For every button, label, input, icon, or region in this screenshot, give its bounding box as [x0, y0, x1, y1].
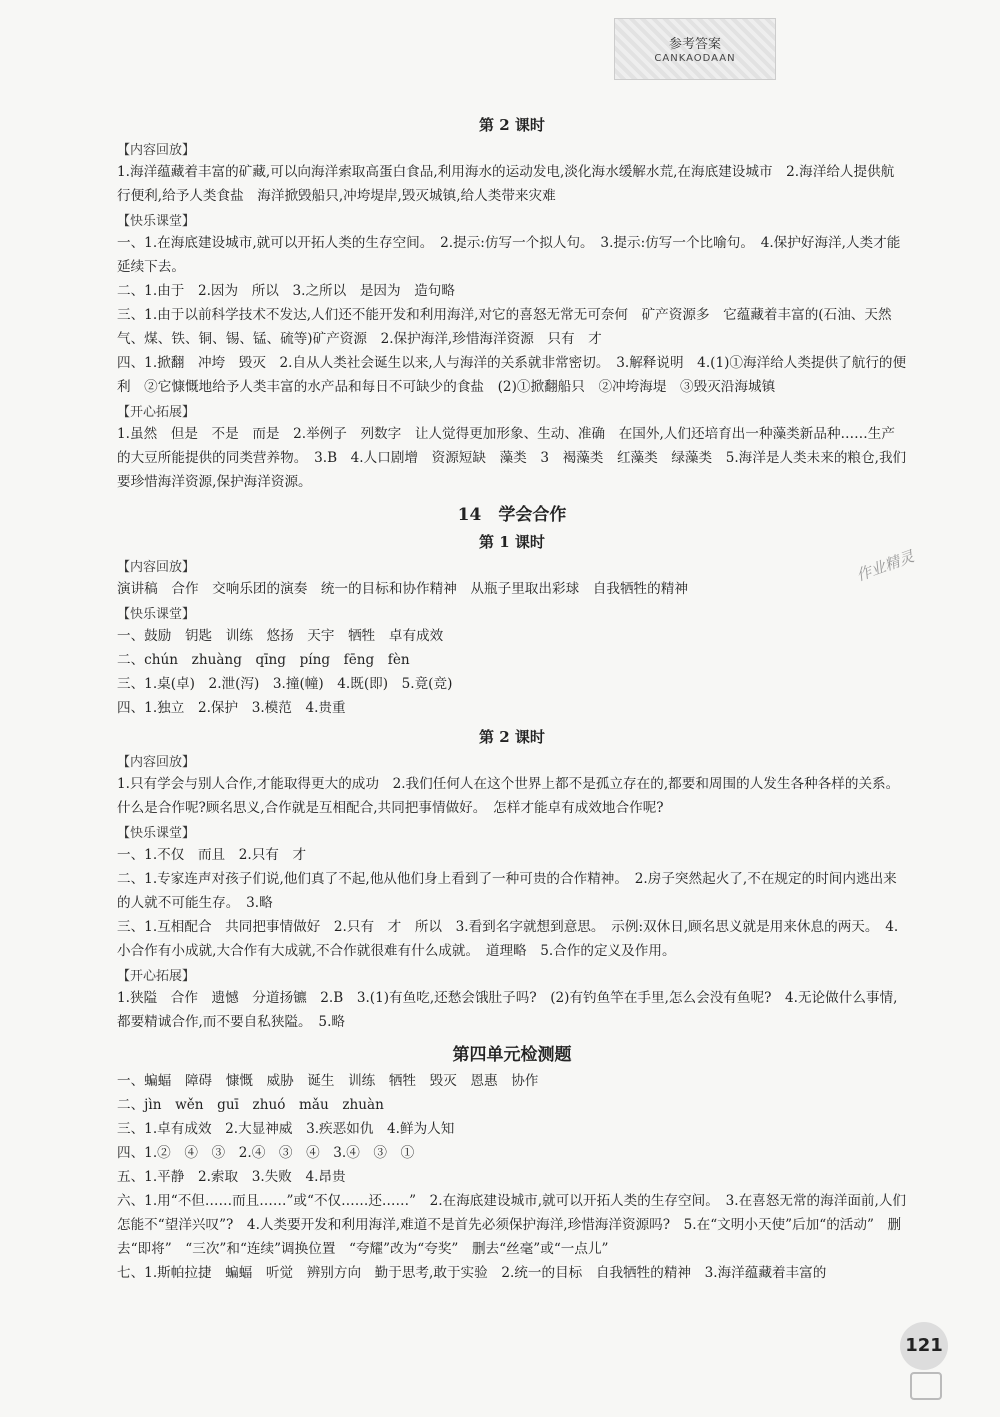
section1-q4: 四、1.掀翻 冲垮 毁灭 2.自从人类社会诞生以来,人与海洋的关系就非常密切。 3.解释说明 4.(1)①海洋给人类提供了航行的便利 ②它慷慨地给予人类丰富的水产品和每日不可缺少的食盐 (2)①掀翻船只 ②冲垮海堤 ③毁灭沿海城镇 [117, 355, 907, 395]
section3-q3: 三、1.互相配合 共同把事情做好 2.只有 才 所以 3.看到名字就想到意思。 示例:双休日,顾名思义就是用来休息的两天。 4.小合作有小成就,大合作有大成就,不合作就很难有什么成就。 道理略 5.合作的定义及作用。 [117, 919, 899, 959]
header-badge [614, 18, 776, 80]
unit-test-q1: 一、蝙蝠 障碍 慷慨 威胁 诞生 训练 牺牲 毁灭 恩惠 协作 [117, 1073, 539, 1089]
section3-label-review: 【内容回放】 [117, 755, 196, 770]
unit-test-q6: 六、1.用“不但……而且……”或“不仅……还……” 2.在海底建设城市,就可以开拓人类的生存空间。 3.在喜怒无常的海洋面前,人们怎能不“望洋兴叹”? 4.人类要开发和利用海洋,难道不是首先必须保护海洋,珍惜海洋资源吗? 5.在“文明小天使”后加“的活动” 删去“即将” “三次”和“连续”调换位置 “夸耀”改为“夸奖” 删去“丝毫”或“一点儿” [117, 1193, 907, 1257]
section1-label-class: 【快乐课堂】 [117, 214, 196, 229]
section3-review-text: 1.只有学会与别人合作,才能取得更大的成功 2.我们任何人在这个世界上都不是孤立存在的,都要和周围的人发生各种各样的关系。 什么是合作呢?顾名思义,合作就是互相配合,共同把事情做好。 怎样才能卓有成效地合作呢? [117, 776, 907, 816]
unit-test-q5: 五、1.平静 2.索取 3.失败 4.昂贵 [117, 1169, 346, 1185]
section2-q2: 二、chún zhuàng qīng píng fēng fèn [117, 652, 410, 668]
section2-q1: 一、鼓励 钥匙 训练 悠扬 天宇 牺牲 卓有成效 [117, 628, 444, 644]
page-number: 121 [900, 1322, 948, 1370]
unit-test-q3: 三、1.卓有成效 2.大显神威 3.疾恶如仇 4.鲜为人知 [117, 1121, 455, 1137]
section2-label-review: 【内容回放】 [117, 560, 196, 575]
answer-page [117, 108, 907, 1285]
section1-q1: 一、1.在海底建设城市,就可以开拓人类的生存空间。 2.提示:仿写一个拟人句。 3.提示:仿写一个比喻句。 4.保护好海洋,人类才能延续下去。 [117, 235, 901, 275]
balloon-icon [910, 1372, 942, 1400]
section2-q3: 三、1.桌(卓) 2.泄(泻) 3.撞(幢) 4.既(即) 5.竟(竞) [117, 676, 453, 692]
chapter-title: 14 学会合作 [457, 505, 567, 525]
section3-label-extend: 【开心拓展】 [117, 969, 196, 984]
unit-test-q2: 二、jìn wěn guī zhuó mǎu zhuàn [117, 1097, 384, 1113]
unit-test-title: 第四单元检测题 [452, 1045, 572, 1065]
header-subtitle: CANKAODAAN [654, 53, 736, 64]
section2-review-text: 演讲稿 合作 交响乐团的演奏 统一的目标和协作精神 从瓶子里取出彩球 自我牺牲的精神 [117, 581, 688, 597]
section1-extend-text: 1.虽然 但是 不是 而是 2.举例子 列数字 让人觉得更加形象、生动、准确 在国外,人们还培育出一种藻类新品种……生产的大豆所能提供的同类营养物。 3.B 4.人口剧增 资源短缺 藻类 3 褐藻类 红藻类 绿藻类 5.海洋是人类未来的粮仓,我们要珍惜海洋资源,保护海洋资源。 [117, 426, 907, 490]
section3-q2: 二、1.专家连声对孩子们说,他们真了不起,他从他们身上看到了一种可贵的合作精神。 2.房子突然起火了,不在规定的时间内逃出来的人就不可能生存。 3.略 [117, 871, 897, 911]
section3-title: 第 2 课时 [479, 728, 545, 746]
section1-q3: 三、1.由于以前科学技术不发达,人们还不能开发和利用海洋,对它的喜怒无常无可奈何 矿产资源多 它蕴藏着丰富的(石油、天然气、煤、铁、铜、锡、锰、硫等)矿产资源 2.保护海洋,珍惜海洋资源 只有 才 [117, 307, 892, 347]
section1-label-extend: 【开心拓展】 [117, 405, 196, 420]
section3-q1: 一、1.不仅 而且 2.只有 才 [117, 847, 307, 863]
watermark: 作业精灵 [853, 547, 917, 585]
section3-label-class: 【快乐课堂】 [117, 826, 196, 841]
unit-test-q7: 七、1.斯帕拉捷 蝙蝠 听觉 辨别方向 勤于思考,敢于实验 2.统一的目标 自我牺牲的精神 3.海洋蕴藏着丰富的 [117, 1265, 827, 1281]
section2-label-class: 【快乐课堂】 [117, 607, 196, 622]
section3-extend-text: 1.狭隘 合作 遗憾 分道扬镳 2.B 3.(1)有鱼吃,还愁会饿肚子吗? (2)有钓鱼竿在手里,怎么会没有鱼呢? 4.无论做什么事情,都要精诚合作,而不要自私狭隘。 5.略 [117, 990, 898, 1030]
section1-q2: 二、1.由于 2.因为 所以 3.之所以 是因为 造句略 [117, 283, 455, 299]
section2-title: 第 1 课时 [479, 533, 545, 551]
section1-label-review: 【内容回放】 [117, 143, 196, 158]
header-title: 参考答案 [668, 37, 721, 52]
section1-review-text: 1.海洋蕴藏着丰富的矿藏,可以向海洋索取高蛋白食品,利用海水的运动发电,淡化海水缓解水荒,在海底建设城市 2.海洋给人提供航行便利,给予人类食盐 海洋掀毁船只,冲垮堤岸,毁灭城镇,给人类带来灾难 [117, 164, 895, 204]
section1-title: 第 2 课时 [479, 116, 545, 134]
section2-q4: 四、1.独立 2.保护 3.模范 4.贵重 [117, 700, 346, 716]
unit-test-q4: 四、1.② ④ ③ 2.④ ③ ④ 3.④ ③ ① [117, 1145, 415, 1161]
